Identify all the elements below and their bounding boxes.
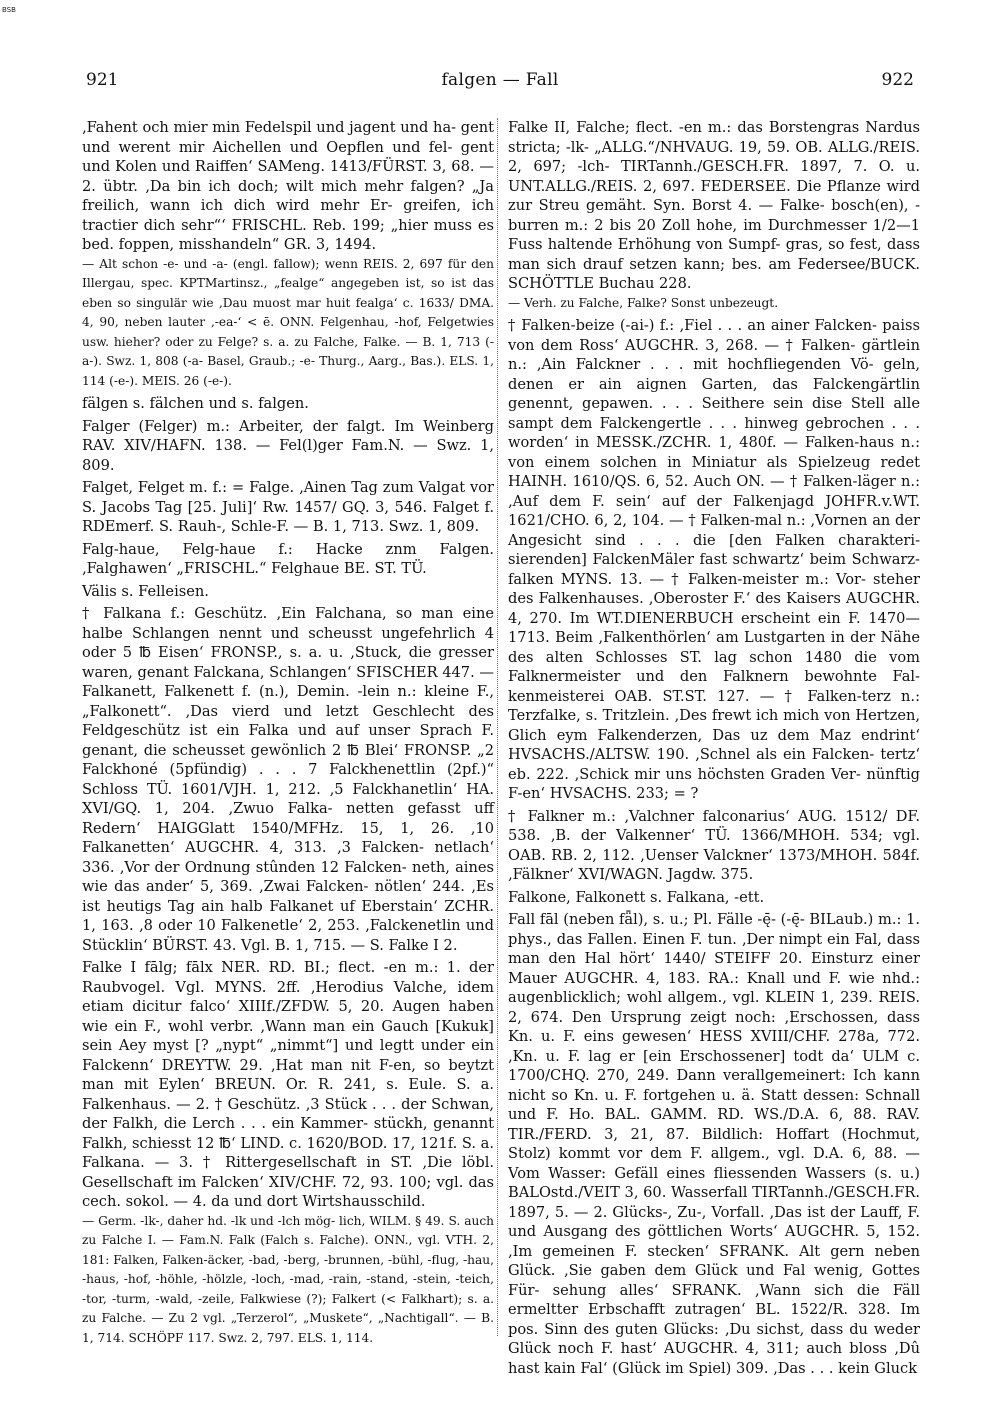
dictionary-entry: † Falkner m.: ‚Valchner falconarius‘ AUG. 1512/ DF. 538. ‚B. der Valkenner‘ TÜ. 1366/MHOH. 534; vgl. OAB. RB. 2, 112. ‚Uenser Valckner‘ 1373/MHOH. 584f. ‚Fälkner‘ XVI/WAGN. Jagdw. 375. [508,807,920,883]
etymology-note: — Germ. -lk-, daher hd. -lk und -lch mög- lich, WILM. § 49. S. auch zu Falche I. — Fam.N. Falk (Falch s. Falche). ONN., vgl. VTH. 2, 181: Falken, Falken-äcker, -bad, -berg, -brunnen, -bühl, -flug, -hau, -haus, -hof, -höhle, -hölzle, -loch, -mad, -rain, -stand, -stein, -teich, -tor, -turm, -wald, -zeile, Falkwiese (?); Falkert (< Falkhart); s. a. zu Falche. — Zu 2 vgl. „Terzerol“, „Muskete“, „Nachtigall“. — B. 1, 714. SCHÖPF 117. Swz. 2, 797. ELS. 1, 114. [82,1213,494,1345]
dictionary-entry: Fall fāl (neben fǟl), s. u.; Pl. Fälle -ę̄- (-ę̄- BILaub.) m.: 1. phys., das Fallen. Einen F. tun. ‚Der nimpt ein Fal, dass man den Hal hört‘ 1440/ STEIFF 20. Einsturz einer Mauer AUGCHR. 4, 183. RA.: Knall und F. wie nhd.: augenblicklich; wohl allgem., vgl. KLEIN 1, 239. REIS. 2, 674. Den Ursprung zeigt noch: ‚Erschossen, dass Kn. u. F. eins gewesen‘ HESS XVIII/CHF. 278a, 772. ‚Kn. u. F. lag er [ein Erschossener] todt da‘ ULM c. 1700/CHQ. 270, 249. Dann verallgemeinert: Ich kann nicht so Kn. u. F. fortgehen u. ä. Statt dessen: Schnall und F. Ho. BAL. GAMM. RD. WS./D.A. 6, 88. RAV. TIR./FERD. 3, 21, 87. Bildlich: Hoffart (Hochmut, Stolz) kommt vor dem F. allgem., vgl. D.A. 6, 88. — Vom Wasser: Gefäll eines fliessenden Wassers (s. u.) BALOstd./VEIT 3, 60. Wasserfall TIRTannh./GESCH.FR. 1897, 5. — 2. Glücks-, Zu-, Vorfall. ‚Das ist der Lauff, F. und Ausgang des göttlichen Worts‘ AUGCHR. 5, 152. ‚Im gemeinen F. stecken‘ SFRANK. Alt gern neben Glück. ‚Sie gaben dem Glück und Fal wenig, Gottes Für- sehung alles‘ SFRANK. ‚Wann sich die Fäll ermeltter Erbschafft zutragen‘ BL. 1522/R. 328. Im pos. Sinn des guten Glücks: ‚Du sichst, dass du weder Glück noch F. hast‘ AUGCHR. 4, 311; auch bloss ‚Dû hast kain Fal‘ (Glück im Spiel) 309. ‚Das . . . kein Gluck [508,911,920,1377]
left-column [82,118,494,1348]
etymology-note: — Alt schon -e- und -a- (engl. fallow); wenn REIS. 2, 697 für den Illergau, spec. KPTMartinsz., „fealge“ angegeben ist, so ist das eben so singulär wie ‚Dau muost mar huit fealga‘ c. 1633/ DMA. 4, 90, neben lauter ‚-ea-‘ < ē. ONN. Felgenhau, -hof, Felgetwies usw. hieher? oder zu Felge? s. a. zu Falche, Falke. — B. 1, 713 (-a-). Swz. 1, 808 (-a- Basel, Graub.; -e- Thurg., Aarg., Bas.). ELS. 1, 114 (-e-). MEIS. 26 (-e-). [82,256,494,388]
paragraph: ‚Fahent och mier min Fedelspil und jagent und ha- gent und werent mir Aichellen und Oepflen und fel- gent und Kolen und Raiffen‘ SAMeng. 1413/FÜRST. 3, 68. — 2. übtr. ‚Da bin ich doch; wilt mich mehr falgen? „Ja freilich, wann ich dich wird mehr Er- greifen, ich tractier dich sehr“‘ FRISCHL. Reb. 199; „hier muss es bed. foppen, misshandeln“ GR. 3, 1494. [82,119,494,253]
dictionary-entry: Välis s. Felleisen. [82,582,209,600]
dictionary-entry: Falget, Felget m. f.: = Falge. ‚Ainen Tag zum Valgat vor S. Jacobs Tag [25. Juli]‘ Rw. 1457/ GQ. 3, 546. Falget f. RDEmerf. S. Rauh-, Schle-F. — B. 1, 713. Swz. 1, 809. [82,479,494,535]
dictionary-entry: fälgen s. fälchen und s. falgen. [82,395,309,412]
dictionary-entry: Falkone, Falkonett s. Falkana, -ett. [508,888,765,906]
page-number-left: 921 [86,70,119,90]
dictionary-entry: Falke II, Falche; flect. -en m.: das Borstengras Nardus stricta; -lk- „ALLG.“/NHVAUG. 19, 59. OB. ALLG./REIS. 2, 697; -lch- TIRTannh./GESCH.FR. 1897, 7. O. u. UNT.ALLG./REIS. 2, 697. FEDERSEE. Die Pflanze wird zur Streu gemäht. Syn. Borst 4. — Falke- bosch(en), -burren m.: 2 bis 20 Zoll hohe, im Durchmesser 1/2—1 Fuss haltende Erhöhung von Sumpf- gras, so fest, dass man sich drauf setzen kann; bes. am Federsee/BUCK. SCHÖTTLE Buchau 228. [508,119,920,292]
dictionary-entry: Falger (Felger) m.: Arbeiter, der falgt. Im Weinberg RAV. XIV/HAFN. 138. — Fel(l)ger Fam.N. — Swz. 1, 809. [82,417,494,474]
library-stamp: BSB [2,6,16,14]
column-divider [497,118,498,1336]
right-column [508,118,920,1378]
page-number-right: 922 [881,70,914,90]
dictionary-entry: † Falken-beize (-ai-) f.: ‚Fiel . . . an ainer Falcken- paiss von dem Ross‘ AUGCHR. 3, 268. — † Falken- gärtlein n.: ‚Ain Falckner . . . mit hochfliegenden Vö- geln, denen er ain aignen Garten, das Falckengärtlin genennt, gepawen. . . . Seithere sein dise Stell alle sampt dem Falckengertle . . . hinweg gebrochen . . . worden‘ in MESSK./ZCHR. 1, 480f. — Falken-haus n.: von einem solchen in Miniatur als Spielzeug redet HAINH. 1610/QS. 6, 52. Auch ON. — † Falken-läger n.: ‚Auf dem F. sein‘ auf der Falkenjagd JOHFR.v.WT. 1621/CHO. 6, 2, 104. — † Falken-mal n.: ‚Vornen an der Angesicht sind . . . die [den Falken charakteri- sierenden] FalckenMäler fast schwartz‘ beim Schwarz- falken MYNS. 13. — † Falken-meister m.: Vor- steher des Falkenhauses. ‚Oberoster F.‘ des Kaisers AUGCHR. 4, 270. Im WT.DIENERBUCH erscheint ein F. 1470—1713. Beim ‚Falkenthörlen‘ am Lustgarten in der Nähe des alten Schlosses ST. lag schon 1480 die vom Falknermeister und den Falknern bewohnte Fal- kenmeisterei OAB. ST.ST. 127. — † Falken-terz n.: Terzfalke, s. Tritzlein. ‚Des frewt ich mich von Hertzen, Glich eym Falkenderzen, Das uz dem Maz endrint‘ HVSACHS./ALTSW. 190. ‚Schnel als ein Falcken- tertz‘ eb. 222. ‚Schick mir uns höchsten Graden Ver- nünftig F-en‘ HVSACHS. 233; = ? [508,317,920,802]
etymology-note: — Verh. zu Falche, Falke? Sonst unbezeugt. [508,295,779,310]
dictionary-entry: † Falkana f.: Geschütz. ‚Ein Falchana, so man eine halbe Schlangen nennt und scheusst ungefehrlich 4 oder 5 ℔ Eisen‘ FRONSP., s. a. u. ‚Stuck, die gresser waren, genant Falckana, Schlangen‘ SFISCHER 447. — Falkanett, Falkenett f. (n.), Demin. -lein n.: kleine F., „Falkonett“. ‚Das vierd und letzt Geschlecht des Feldgeschütz ist ein Falka und auf unser Sprach F. genant, die scheusset gewönlich 2 ℔ Blei‘ FRONSP. „2 Falckhoné (5pfündig) . . . 7 Falckhenettlin (2pf.)“ Schloss TÜ. 1601/VJH. 1, 212. ‚5 Falckhanetlin‘ HA. XVI/GQ. 1, 204. ‚Zwuo Falka- netten gefasst uff Redern‘ HAIGGlatt 1540/MFHz. 15, 1, 26. ‚10 Falkanetten‘ AUGCHR. 4, 313. ‚3 Falcken- netlach‘ 336. ‚Vor der Ordnung stûnden 12 Falcken- neth, aines wie das ander‘ 5, 369. ‚Zwai Falcken- nötlen‘ 244. ‚Es ist heutigs Tag ain halb Falkanet uf Eberstain‘ ZCHR. 1, 163. ‚8 oder 10 Falkenetle‘ 2, 253. ‚Falckenetlin und Stücklin‘ BÜRST. 43. Vgl. B. 1, 715. — S. Falke I 2. [82,605,494,954]
dictionary-entry: Falke I fālg; fālx NER. RD. BI.; flect. -en m.: 1. der Raubvogel. Vgl. MYNS. 2ff. ‚Herodius Valche, idem etiam dicitur falco‘ XIIIf./ZFDW. 5, 20. Augen haben wie ein F., wohl verbr. ‚Wann man ein Gauch [Kukuk] sein Aey myst [? „nypt“ „nimmt“] und legtt under ein Falckenn‘ DREYTW. 29. ‚Hat man nit F-en, so beytzt man mit Eylen‘ BREUN. Or. R. 241, s. Eule. S. a. Falkenhaus. — 2. † Geschütz. ‚3 Stück . . . der Schwan, der Falkh, die Lerch . . . ein Kammer- stückh, genannt Falkh, schiesst 12 ℔‘ LIND. c. 1620/BOD. 17, 121f. S. a. Falkana. — 3. † Rittergesellschaft in ST. ‚Die löbl. Gesellschaft im Falcken‘ XIV/CHF. 72, 93. 100; vgl. das cech. sokol. — 4. da und dort Wirtshausschild. [82,959,494,1210]
running-title: falgen — Fall [441,70,559,90]
dictionary-entry: Falg-haue, Felg-haue f.: Hacke znm Falgen. ‚Falghawen‘ „FRISCHL.“ Felghaue BE. ST. TÜ. [82,540,494,577]
